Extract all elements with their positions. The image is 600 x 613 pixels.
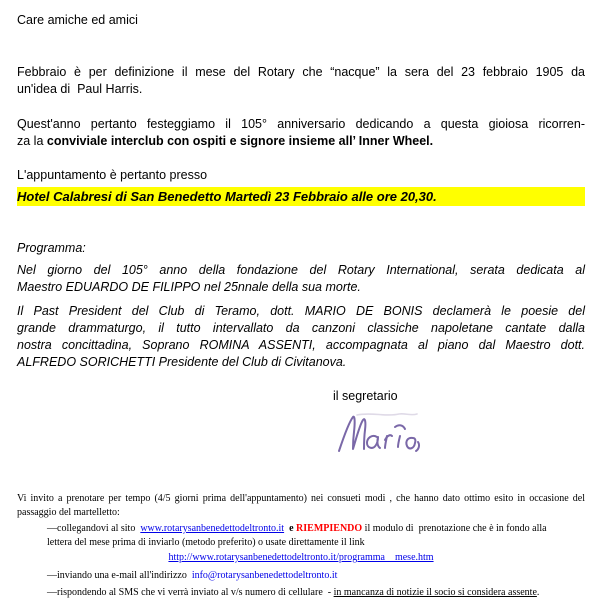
text-segment: —rispondendo al SMS che vi verrà inviato al v/s numero di cellulare - xyxy=(47,587,334,598)
program-paragraph-1 xyxy=(17,262,585,296)
program-page-link[interactable]: http://www.rotarysanbenedettodeltronto.it/programma__mese.htm xyxy=(168,552,434,563)
booking-instructions xyxy=(17,492,585,600)
text-line xyxy=(17,279,585,296)
text-segment: za la xyxy=(17,134,47,148)
text-segment: Maestro EDUARDO DE FILIPPO nel 25nnale della sua morte. xyxy=(17,280,361,294)
text-segment: e xyxy=(284,523,297,534)
highlighted-event-line: Hotel Calabresi di San Benedetto Martedì 23 Febbraio alle ore 20,30. xyxy=(17,187,585,206)
list-item-sms xyxy=(47,586,585,600)
text-segment: grande drammaturgo, il tutto intervallato da canzoni classiche napoletane cantate dalla xyxy=(17,321,585,335)
text-segment: passaggio del martelletto: xyxy=(17,506,120,518)
riempiendo-emphasis: RIEMPIENDO xyxy=(296,523,363,534)
text-line xyxy=(17,506,585,520)
text-line xyxy=(17,354,585,371)
underlined-warning-text: in mancanza di notizie il socio si considera assente xyxy=(333,587,537,598)
text-segment: un'idea di Paul Harris. xyxy=(17,82,143,96)
text-segment: Nel giorno del 105° anno della fondazione del Rotary International, serata dedicata al xyxy=(17,263,585,277)
program-link-line xyxy=(17,551,585,565)
text-segment: —inviando una e-mail all'indirizzo xyxy=(47,569,192,581)
text-segment: Vi invito a prenotare per tempo (4/5 giorni prima dell'appuntamento) nei consueti modi , che hanno dato ottimo esito in occasione del xyxy=(17,493,585,504)
program-paragraph-2 xyxy=(17,303,585,371)
program-label: Programma: xyxy=(17,241,86,255)
secretary-label: il segretario xyxy=(333,389,398,403)
text-line xyxy=(17,81,585,98)
site-link[interactable]: www.rotarysanbenedettodeltronto.it xyxy=(140,523,285,534)
text-line xyxy=(17,116,585,133)
text-segment: ALFREDO SORICHETTI Presidente del Club di Civitanova. xyxy=(17,355,347,369)
list-item-website xyxy=(47,522,585,536)
text-line xyxy=(17,492,585,506)
text-line xyxy=(17,64,585,81)
text-segment: nostra concittadina, Soprano ROMINA ASSENTI, accompagnata al piano dal Maestro dott. xyxy=(17,338,585,352)
text-line xyxy=(17,337,585,354)
greeting: Care amiche ed amici xyxy=(17,13,138,27)
text-line xyxy=(17,320,585,337)
text-line xyxy=(47,536,585,550)
text-segment: Febbraio è per definizione il mese del Rotary che “nacque” la sera del 23 febbraio 1905 da xyxy=(17,65,585,79)
email-link[interactable]: info@rotarysanbenedettodeltronto.it xyxy=(191,569,338,581)
text-line xyxy=(17,303,585,320)
text-line xyxy=(17,262,585,279)
signature-block xyxy=(337,412,585,454)
signature-mario-handwriting xyxy=(337,412,432,454)
paragraph-appuntamento: L'appuntamento è pertanto presso xyxy=(17,168,208,182)
text-segment: . xyxy=(536,587,540,598)
text-segment: lettera del mese prima di inviarlo (metodo preferito) o usate direttamente il link xyxy=(47,536,365,548)
bold-event-text: conviviale interclub con ospiti e signore insieme all’ Inner Wheel. xyxy=(46,134,434,148)
text-segment: Quest'anno pertanto festeggiamo il 105° anniversario dedicando a questa gioiosa ricorren- xyxy=(17,117,585,131)
text-segment: —collegandovi al sito xyxy=(47,523,141,534)
text-line xyxy=(17,133,585,150)
text-segment: Il Past President del Club di Teramo, dott. MARIO DE BONIS declamerà le poesie del xyxy=(17,304,585,318)
paragraph-febbraio xyxy=(17,64,585,98)
paragraph-anniversario xyxy=(17,116,585,150)
text-segment: il modulo di prenotazione che è in fondo alla xyxy=(362,523,547,534)
list-item-email xyxy=(47,569,585,583)
booking-methods-list xyxy=(47,522,585,600)
